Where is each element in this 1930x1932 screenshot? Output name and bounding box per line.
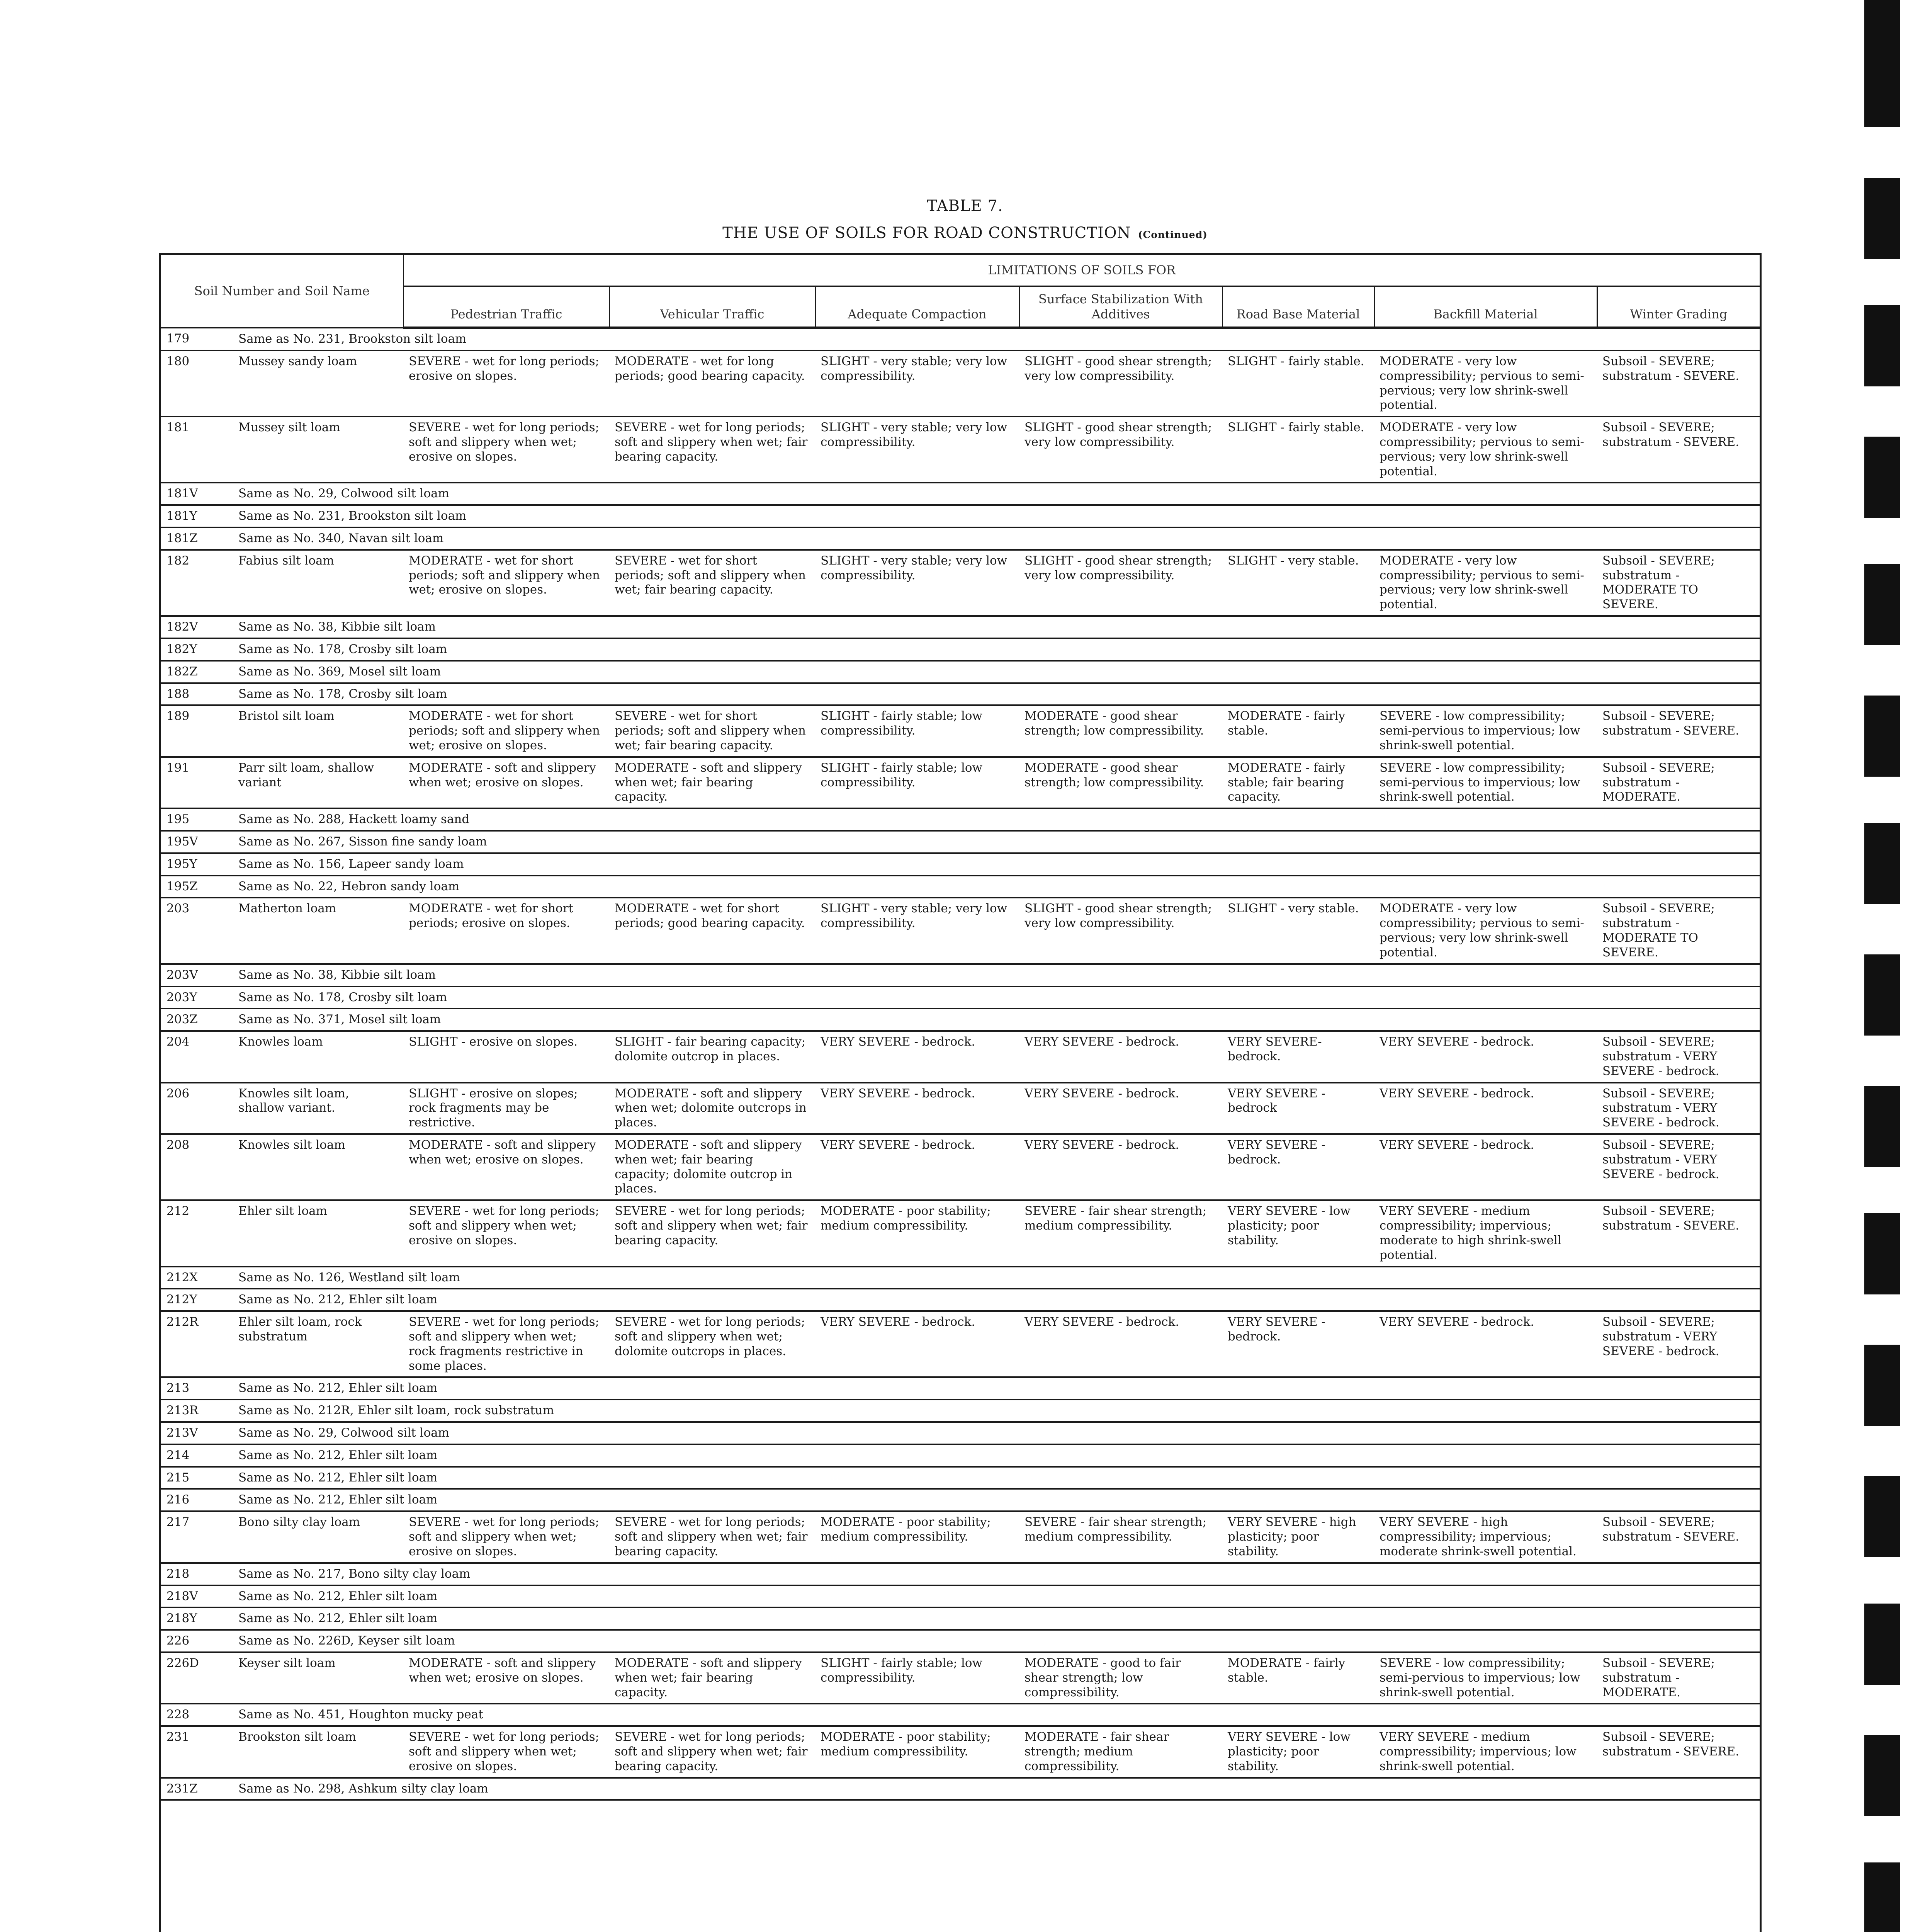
same-as-reference: Same as No. 212, Ehler silt loam [238,1589,438,1603]
same-as-reference: Same as No. 212, Ehler silt loam [238,1448,438,1462]
backfill-cell: MODERATE - very low compressibility; pervious to semi-pervious; very low shrink-swell potential. [1380,420,1584,478]
winter-cell: Subsoil - SEVERE; substratum - SEVERE. [1602,1730,1740,1759]
column-header-compaction: Adequate Compaction [815,286,1019,328]
soil-number: 218V [166,1589,198,1603]
soil-number: 213 [166,1381,190,1395]
road-base-cell: SLIGHT - fairly stable. [1228,354,1364,368]
stabilization-cell: MODERATE - good shear strength; low compressibility. [1024,760,1204,789]
same-as-reference: Same as No. 178, Crosby silt loam [238,642,447,656]
soil-number: 188 [166,687,190,701]
soil-number: 182Z [166,664,198,679]
pedestrian-cell: MODERATE - soft and slippery when wet; erosive on slopes. [409,1656,596,1685]
soil-number: 179 [166,332,190,346]
soil-number: 216 [166,1493,190,1507]
winter-cell: Subsoil - SEVERE; substratum - SEVERE. [1602,354,1740,383]
same-as-reference: Same as No. 231, Brookston silt loam [238,509,467,523]
same-as-reference: Same as No. 212R, Ehler silt loam, rock substratum [238,1403,554,1418]
pedestrian-cell: SLIGHT - erosive on slopes; rock fragments may be restrictive. [409,1086,578,1130]
soil-number: 203V [166,968,198,982]
soil-name: Bono silty clay loam [238,1515,360,1529]
same-as-reference: Same as No. 38, Kibbie silt loam [238,968,436,982]
backfill-cell: VERY SEVERE - medium compressibility; impervious; moderate to high shrink-swell potential. [1380,1204,1561,1262]
pedestrian-cell: SEVERE - wet for long periods; soft and slippery when wet; erosive on slopes. [409,1204,600,1247]
table-row [161,964,1760,986]
same-as-reference: Same as No. 212, Ehler silt loam [238,1493,438,1507]
table-row [161,876,1760,898]
soil-name: Knowles loam [238,1035,323,1049]
soil-number: 203Y [166,990,197,1004]
table-row [161,808,1760,831]
vehicular-cell: MODERATE - wet for short periods; good bearing capacity. [615,901,805,930]
table-row [161,1289,1760,1311]
road-base-cell: VERY SEVERE - high plasticity; poor stability. [1228,1515,1356,1558]
table-row [161,1422,1760,1444]
table-row [161,1083,1760,1134]
soil-number: 215 [166,1470,190,1485]
column-group-header: LIMITATIONS OF SOILS FOR [403,255,1760,286]
vehicular-cell: MODERATE - soft and slippery when wet; fair bearing capacity. [615,1656,802,1699]
soil-table-frame [159,253,1762,1932]
winter-cell: Subsoil - SEVERE; substratum - SEVERE. [1602,420,1740,449]
table-row [161,1377,1760,1400]
table-row [161,1467,1760,1489]
column-header-road-base: Road Base Material [1222,286,1374,328]
pedestrian-cell: SEVERE - wet for long periods; soft and slippery when wet; rock fragments restrictive in some places. [409,1315,600,1373]
column-header-soil: Soil Number and Soil Name [161,255,403,328]
soil-number: 206 [166,1086,190,1100]
soil-number: 195Y [166,857,197,871]
vehicular-cell: SEVERE - wet for long periods; soft and slippery when wet; fair bearing capacity. [615,1730,808,1773]
soil-name: Ehler silt loam, rock substratum [238,1315,362,1344]
stabilization-cell: SLIGHT - good shear strength; very low compressibility. [1024,553,1212,582]
soil-name: Ehler silt loam [238,1204,328,1218]
soil-number: 195 [166,812,190,827]
compaction-cell: SLIGHT - very stable; very low compressibility. [821,901,1007,930]
soil-number: 204 [166,1035,190,1049]
table-row [161,1200,1760,1266]
vehicular-cell: SEVERE - wet for short periods; soft and slippery when wet; fair bearing capacity. [615,709,806,752]
same-as-reference: Same as No. 217, Bono silty clay loam [238,1566,471,1581]
same-as-reference: Same as No. 288, Hackett loamy sand [238,812,470,827]
same-as-reference: Same as No. 226D, Keyser silt loam [238,1634,455,1648]
soil-number: 181 [166,420,190,435]
soil-number: 195V [166,835,198,849]
soil-name: Fabius silt loam [238,553,334,568]
compaction-cell: VERY SEVERE - bedrock. [821,1315,975,1329]
same-as-reference: Same as No. 212, Ehler silt loam [238,1470,438,1485]
column-header-backfill: Backfill Material [1374,286,1597,328]
table-row [161,638,1760,661]
index-tab-mark [1864,564,1900,645]
road-base-cell: VERY SEVERE - bedrock [1228,1086,1325,1115]
table-row [161,661,1760,683]
table-row [161,417,1760,483]
stabilization-cell: SLIGHT - good shear strength; very low compressibility. [1024,901,1212,930]
vehicular-cell: MODERATE - wet for long periods; good bearing capacity. [615,354,805,383]
compaction-cell: MODERATE - poor stability; medium compressibility. [821,1515,991,1544]
table-row [161,1511,1760,1563]
soil-number: 228 [166,1708,190,1722]
soil-number: 212 [166,1204,190,1218]
vehicular-cell: MODERATE - soft and slippery when wet; fair bearing capacity. [615,760,802,804]
compaction-cell: VERY SEVERE - bedrock. [821,1086,975,1100]
index-tab-mark [1864,1086,1900,1167]
soil-number: 181Z [166,531,198,546]
same-as-reference: Same as No. 298, Ashkum silty clay loam [238,1781,488,1796]
subtitle-text: THE USE OF SOILS FOR ROAD CONSTRUCTION [722,224,1131,242]
table-row [161,1489,1760,1511]
soil-name: Parr silt loam, shallow variant [238,760,374,789]
soil-name: Knowles silt loam [238,1138,345,1152]
same-as-reference: Same as No. 126, Westland silt loam [238,1270,460,1284]
backfill-cell: VERY SEVERE - medium compressibility; impervious; low shrink-swell potential. [1380,1730,1577,1773]
index-tab-mark [1864,305,1900,386]
soil-number: 213R [166,1403,199,1418]
index-tab-mark [1864,954,1900,1036]
table-row [161,1311,1760,1377]
compaction-cell: MODERATE - poor stability; medium compressibility. [821,1204,991,1233]
same-as-reference: Same as No. 212, Ehler silt loam [238,1293,438,1307]
table-row [161,1009,1760,1031]
pedestrian-cell: SLIGHT - erosive on slopes. [409,1035,578,1049]
backfill-cell: VERY SEVERE - bedrock. [1380,1138,1534,1152]
compaction-cell: SLIGHT - fairly stable; low compressibility. [821,1656,983,1685]
index-tab-mark [1864,1345,1900,1426]
table-row [161,527,1760,550]
compaction-cell: SLIGHT - fairly stable; low compressibility. [821,709,983,738]
pedestrian-cell: SEVERE - wet for long periods; soft and slippery when wet; erosive on slopes. [409,420,600,464]
same-as-reference: Same as No. 371, Mosel silt loam [238,1012,441,1027]
soil-number: 181V [166,486,198,501]
stabilization-cell: VERY SEVERE - bedrock. [1024,1315,1179,1329]
vehicular-cell: SEVERE - wet for long periods; soft and slippery when wet; dolomite outcrops in places. [615,1315,805,1358]
soil-number: 231Z [166,1781,198,1796]
soil-number: 212X [166,1270,198,1284]
stabilization-cell: SEVERE - fair shear strength; medium compressibility. [1024,1204,1207,1233]
stabilization-cell: VERY SEVERE - bedrock. [1024,1086,1179,1100]
backfill-cell: SEVERE - low compressibility; semi-pervious to impervious; low shrink-swell potential. [1380,709,1580,752]
vehicular-cell: MODERATE - soft and slippery when wet; dolomite outcrops in places. [615,1086,807,1130]
stabilization-cell: MODERATE - good shear strength; low compressibility. [1024,709,1204,738]
soil-number: 203 [166,901,190,916]
road-base-cell: SLIGHT - very stable. [1228,901,1359,916]
road-base-cell: VERY SEVERE - low plasticity; poor stability. [1228,1204,1351,1247]
vehicular-cell: SEVERE - wet for short periods; soft and slippery when wet; fair bearing capacity. [615,553,806,597]
soil-name: Mussey silt loam [238,420,340,435]
soil-table [161,255,1760,1801]
road-base-cell: MODERATE - fairly stable; fair bearing capacity. [1228,760,1346,804]
vehicular-cell: MODERATE - soft and slippery when wet; fair bearing capacity; dolomite outcrop in places. [615,1138,802,1196]
backfill-cell: SEVERE - low compressibility; semi-pervious to impervious; low shrink-swell potential. [1380,1656,1580,1699]
table-row [161,898,1760,964]
table-row [161,853,1760,876]
road-base-cell: VERY SEVERE - bedrock. [1228,1138,1325,1167]
same-as-reference: Same as No. 38, Kibbie silt loam [238,620,436,634]
soil-number: 191 [166,760,190,775]
soil-number: 208 [166,1138,190,1152]
winter-cell: Subsoil - SEVERE; substratum - SEVERE. [1602,1204,1740,1233]
pedestrian-cell: MODERATE - wet for short periods; soft and slippery when wet; erosive on slopes. [409,709,600,752]
same-as-reference: Same as No. 178, Crosby silt loam [238,990,447,1004]
same-as-reference: Same as No. 212, Ehler silt loam [238,1611,438,1626]
vehicular-cell: SEVERE - wet for long periods; soft and slippery when wet; fair bearing capacity. [615,420,808,464]
table-row [161,831,1760,853]
soil-number: 213V [166,1426,198,1440]
soil-number: 182Y [166,642,197,656]
winter-cell: Subsoil - SEVERE; substratum - VERY SEVERE - bedrock. [1602,1086,1719,1130]
backfill-cell: VERY SEVERE - bedrock. [1380,1315,1534,1329]
soil-number: 214 [166,1448,190,1462]
backfill-cell: MODERATE - very low compressibility; pervious to semi-pervious; very low shrink-swell potential. [1380,553,1584,612]
soil-number: 180 [166,354,190,368]
table-row [161,1444,1760,1467]
index-tab-mark [1864,1862,1900,1932]
road-base-cell: MODERATE - fairly stable. [1228,1656,1346,1685]
pedestrian-cell: MODERATE - wet for short periods; erosive on slopes. [409,901,573,930]
index-tab-mark [1864,1476,1900,1557]
backfill-cell: MODERATE - very low compressibility; pervious to semi-pervious; very low shrink-swell potential. [1380,354,1584,412]
same-as-reference: Same as No. 231, Brookston silt loam [238,332,467,346]
soil-number: 182 [166,553,190,568]
soil-number: 217 [166,1515,190,1529]
table-row [161,1585,1760,1608]
road-base-cell: SLIGHT - fairly stable. [1228,420,1364,435]
soil-name: Mussey sandy loam [238,354,357,368]
compaction-cell: SLIGHT - very stable; very low compressibility. [821,420,1007,449]
column-header-stabilization: Surface Stabilization With Additives [1019,286,1222,328]
stabilization-cell: MODERATE - good to fair shear strength; low compressibility. [1024,1656,1181,1699]
same-as-reference: Same as No. 22, Hebron sandy loam [238,879,460,893]
stabilization-cell: VERY SEVERE - bedrock. [1024,1138,1179,1152]
table-row [161,1704,1760,1726]
soil-number: 203Z [166,1012,198,1027]
stabilization-cell: VERY SEVERE - bedrock. [1024,1035,1179,1049]
table-row [161,1400,1760,1422]
road-base-cell: MODERATE - fairly stable. [1228,709,1346,738]
compaction-cell: VERY SEVERE - bedrock. [821,1138,975,1152]
backfill-cell: VERY SEVERE - bedrock. [1380,1035,1534,1049]
table-row [161,705,1760,757]
pedestrian-cell: SEVERE - wet for long periods; erosive on slopes. [409,354,600,383]
same-as-reference: Same as No. 156, Lapeer sandy loam [238,857,464,871]
same-as-reference: Same as No. 178, Crosby silt loam [238,687,447,701]
soil-number: 182V [166,620,198,634]
table-row [161,505,1760,527]
backfill-cell: SEVERE - low compressibility; semi-pervious to impervious; low shrink-swell potential. [1380,760,1580,804]
index-tab-mark [1864,0,1900,127]
vehicular-cell: SEVERE - wet for long periods; soft and slippery when wet; fair bearing capacity. [615,1515,808,1558]
pedestrian-cell: SEVERE - wet for long periods; soft and slippery when wet; erosive on slopes. [409,1515,600,1558]
stabilization-cell: SEVERE - fair shear strength; medium compressibility. [1024,1515,1207,1544]
column-header-winter: Winter Grading [1597,286,1760,328]
table-row [161,1778,1760,1800]
same-as-reference: Same as No. 340, Navan silt loam [238,531,444,546]
table-row [161,757,1760,808]
soil-name: Matherton loam [238,901,336,916]
road-base-cell: VERY SEVERE - bedrock. [1228,1315,1325,1344]
index-tab-mark [1864,823,1900,904]
table-row [161,1563,1760,1585]
soil-number: 226D [166,1656,199,1670]
index-tab-mark [1864,1735,1900,1816]
soil-name: Bristol silt loam [238,709,335,723]
winter-cell: Subsoil - SEVERE; substratum - MODERATE. [1602,760,1715,804]
soil-number: 181Y [166,509,197,523]
column-header-pedestrian: Pedestrian Traffic [403,286,609,328]
winter-cell: Subsoil - SEVERE; substratum - VERY SEVERE - bedrock. [1602,1035,1719,1078]
index-tab-mark [1864,437,1900,518]
index-tab-mark [1864,1213,1900,1294]
winter-cell: Subsoil - SEVERE; substratum - SEVERE. [1602,1515,1740,1544]
table-row [161,350,1760,417]
backfill-cell: VERY SEVERE - high compressibility; impervious; moderate shrink-swell potential. [1380,1515,1577,1558]
table-row [161,1652,1760,1704]
soil-number: 195Z [166,879,198,893]
stabilization-cell: MODERATE - fair shear strength; medium compressibility. [1024,1730,1169,1773]
winter-cell: Subsoil - SEVERE; substratum - MODERATE TO SEVERE. [1602,553,1715,612]
compaction-cell: MODERATE - poor stability; medium compressibility. [821,1730,991,1759]
winter-cell: Subsoil - SEVERE; substratum - VERY SEVERE - bedrock. [1602,1138,1719,1181]
stabilization-cell: SLIGHT - good shear strength; very low compressibility. [1024,420,1212,449]
soil-number: 212Y [166,1293,197,1307]
same-as-reference: Same as No. 267, Sisson fine sandy loam [238,835,487,849]
compaction-cell: SLIGHT - very stable; very low compressibility. [821,553,1007,582]
pedestrian-cell: SEVERE - wet for long periods; soft and slippery when wet; erosive on slopes. [409,1730,600,1773]
table-title: TABLE 7. [927,197,1003,215]
backfill-cell: VERY SEVERE - bedrock. [1380,1086,1534,1100]
table-row [161,683,1760,706]
same-as-reference: Same as No. 451, Houghton mucky peat [238,1708,483,1722]
same-as-reference: Same as No. 369, Mosel silt loam [238,664,441,679]
table-row [161,1630,1760,1652]
stabilization-cell: SLIGHT - good shear strength; very low compressibility. [1024,354,1212,383]
soil-number: 212R [166,1315,199,1329]
pedestrian-cell: MODERATE - soft and slippery when wet; erosive on slopes. [409,1138,596,1167]
soil-name: Knowles silt loam, shallow variant. [238,1086,349,1115]
soil-number: 231 [166,1730,190,1744]
table-body [161,328,1760,1800]
pedestrian-cell: MODERATE - soft and slippery when wet; erosive on slopes. [409,760,596,789]
index-tab-mark [1864,178,1900,259]
pedestrian-cell: MODERATE - wet for short periods; soft and slippery when wet; erosive on slopes. [409,553,600,597]
soil-number: 189 [166,709,190,723]
compaction-cell: SLIGHT - fairly stable; low compressibility. [821,760,983,789]
same-as-reference: Same as No. 29, Colwood silt loam [238,1426,450,1440]
table-subtitle [0,224,1930,242]
index-tab-mark [1864,1604,1900,1685]
vehicular-cell: SEVERE - wet for long periods; soft and slippery when wet; fair bearing capacity. [615,1204,808,1247]
road-base-cell: SLIGHT - very stable. [1228,553,1359,568]
column-header-vehicular: Vehicular Traffic [609,286,815,328]
road-base-cell: VERY SEVERE- bedrock. [1228,1035,1322,1063]
vehicular-cell: SLIGHT - fair bearing capacity; dolomite outcrop in places. [615,1035,806,1063]
soil-name: Keyser silt loam [238,1656,336,1670]
table-row [161,616,1760,638]
table-row [161,1031,1760,1082]
compaction-cell: SLIGHT - very stable; very low compressibility. [821,354,1007,383]
compaction-cell: VERY SEVERE - bedrock. [821,1035,975,1049]
soil-number: 226 [166,1634,190,1648]
winter-cell: Subsoil - SEVERE; substratum - MODERATE. [1602,1656,1715,1699]
soil-number: 218 [166,1566,190,1581]
table-row [161,1726,1760,1777]
same-as-reference: Same as No. 29, Colwood silt loam [238,486,450,501]
table-row [161,1267,1760,1289]
table-row [161,328,1760,350]
soil-name: Brookston silt loam [238,1730,357,1744]
table-row [161,550,1760,616]
soil-number: 218Y [166,1611,197,1626]
road-base-cell: VERY SEVERE - low plasticity; poor stability. [1228,1730,1351,1773]
table-row [161,1134,1760,1200]
table-row [161,483,1760,505]
table-row [161,986,1760,1009]
winter-cell: Subsoil - SEVERE; substratum - SEVERE. [1602,709,1740,738]
subtitle-note: (Continued) [1138,229,1208,240]
same-as-reference: Same as No. 212, Ehler silt loam [238,1381,438,1395]
index-tab-mark [1864,696,1900,777]
table-row [161,1607,1760,1630]
winter-cell: Subsoil - SEVERE; substratum - VERY SEVERE - bedrock. [1602,1315,1719,1358]
backfill-cell: MODERATE - very low compressibility; pervious to semi-pervious; very low shrink-swell potential. [1380,901,1584,959]
winter-cell: Subsoil - SEVERE; substratum - MODERATE TO SEVERE. [1602,901,1715,959]
